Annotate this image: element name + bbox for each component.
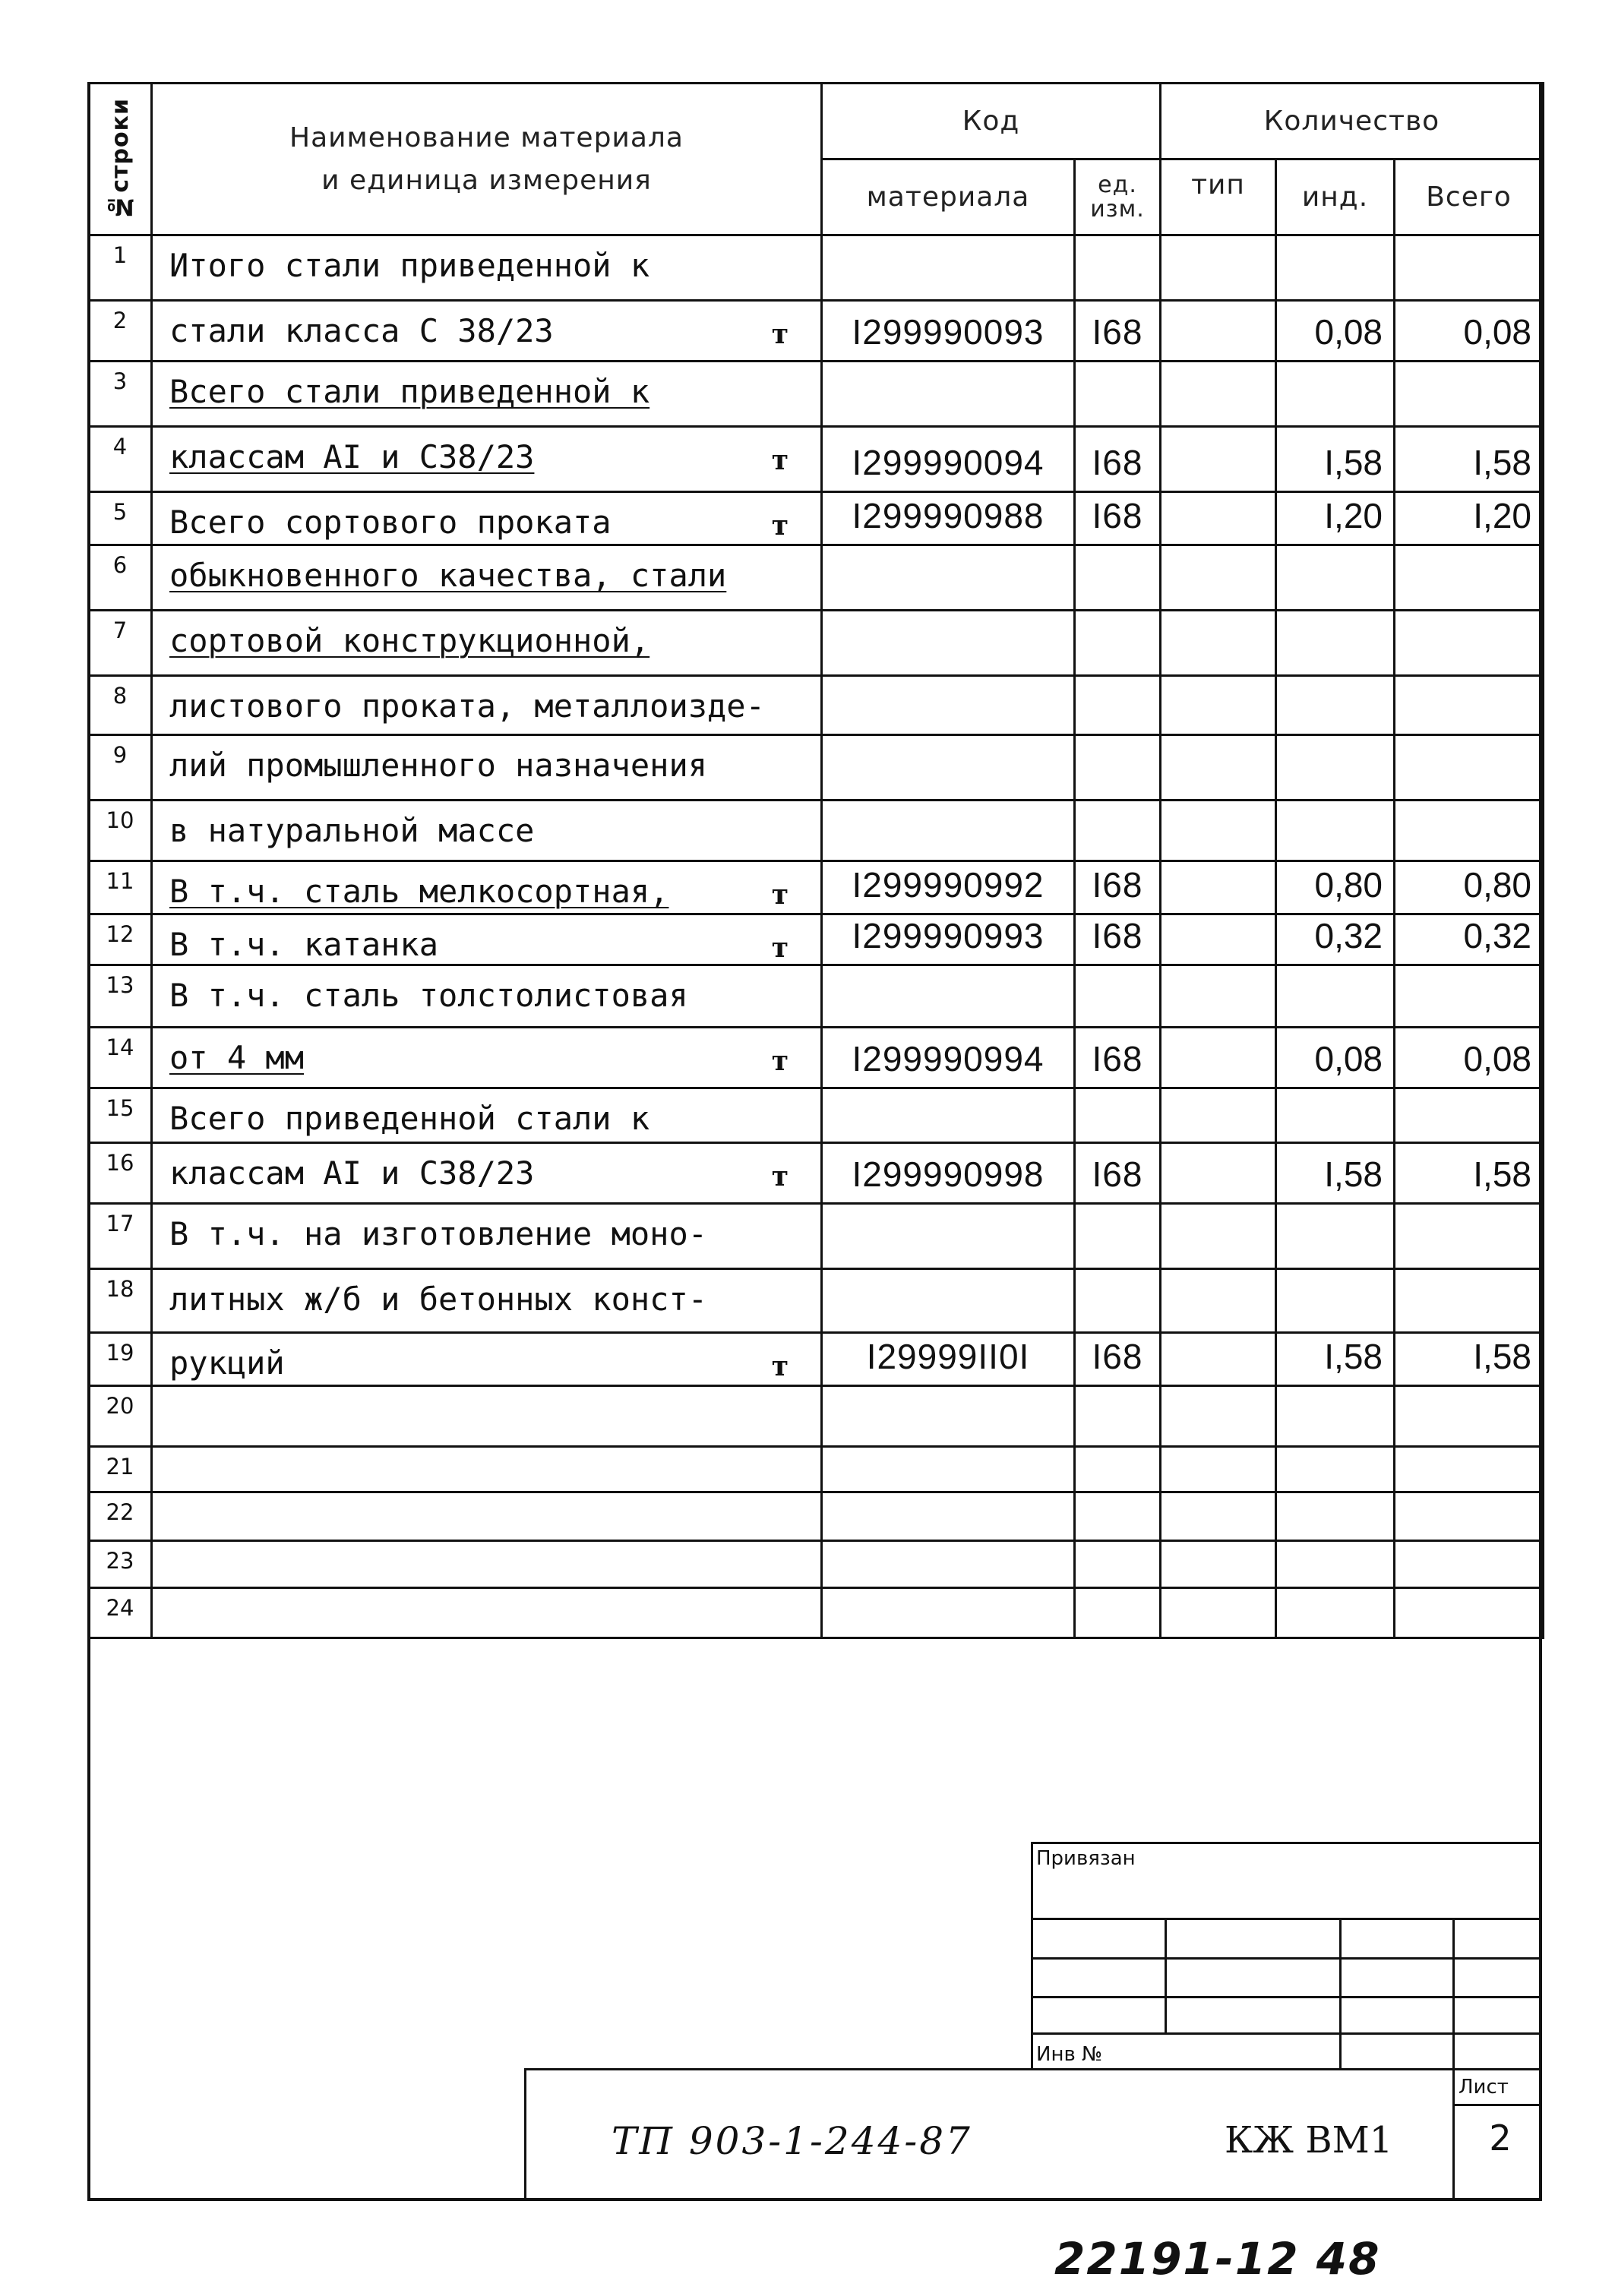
col-material-code: материала (822, 159, 1075, 235)
qty-total (1395, 735, 1544, 801)
unit-code (1075, 1492, 1161, 1541)
qty-type (1161, 235, 1276, 301)
table-row (89, 676, 1544, 735)
attach-vline-1 (1165, 1918, 1167, 2032)
qty-individual (1276, 1492, 1395, 1541)
qty-total (1395, 1088, 1544, 1143)
unit-code (1075, 1541, 1161, 1588)
row-number: 22 (89, 1492, 152, 1541)
material-name: Всего приведенной стали к (169, 1100, 650, 1137)
qty-total (1395, 1541, 1544, 1588)
material-code (822, 235, 1075, 301)
material-name-cell (152, 965, 822, 1028)
row-number: 10 (89, 801, 152, 861)
unit-code: I68 (1075, 1333, 1161, 1386)
col-type: тип (1161, 159, 1276, 235)
material-name-cell (152, 362, 822, 427)
qty-total: I,20 (1395, 492, 1544, 545)
col-unit-line1: ед. (1098, 171, 1137, 198)
qty-total (1395, 676, 1544, 735)
material-name: Итого стали приведенной к (169, 247, 650, 284)
qty-total (1395, 611, 1544, 676)
qty-type (1161, 861, 1276, 914)
unit-code: I68 (1075, 1028, 1161, 1088)
unit-code (1075, 801, 1161, 861)
qty-total (1395, 362, 1544, 427)
material-name: В т.ч. сталь мелкосортная, (169, 873, 669, 910)
document-number: ТП 903-1-244-87 (612, 2119, 972, 2163)
attachment-block (1031, 1842, 1542, 2070)
row-number: 11 (89, 861, 152, 914)
qty-total (1395, 545, 1544, 611)
qty-type (1161, 1269, 1276, 1333)
unit-code: I68 (1075, 914, 1161, 965)
inventory-label: Инв № (1036, 2043, 1103, 2066)
col-code: Код (822, 84, 1161, 159)
material-name: в натуральной массе (169, 812, 535, 849)
material-name-cell (152, 676, 822, 735)
material-name-cell (152, 1204, 822, 1269)
qty-total (1395, 1386, 1544, 1447)
material-name-cell (152, 1588, 822, 1638)
table-row (89, 861, 1544, 914)
qty-individual: 0,32 (1276, 914, 1395, 965)
qty-type (1161, 1088, 1276, 1143)
qty-total (1395, 1204, 1544, 1269)
table-row (89, 1588, 1544, 1638)
qty-type (1161, 427, 1276, 492)
attach-line-2 (1031, 1957, 1542, 1960)
table-row (89, 735, 1544, 801)
qty-individual: 0,80 (1276, 861, 1395, 914)
qty-total: 0,80 (1395, 861, 1544, 914)
table-row (89, 1088, 1544, 1143)
material-name: классам АI и С38/23 (169, 1154, 535, 1192)
qty-total: 0,08 (1395, 1028, 1544, 1088)
attach-line-3 (1031, 1996, 1542, 1998)
material-code (822, 1088, 1075, 1143)
material-name-cell (152, 1447, 822, 1492)
material-code (822, 1541, 1075, 1588)
unit-of-measure: т (771, 879, 789, 911)
material-name-cell (152, 1269, 822, 1333)
material-name-cell (152, 1541, 822, 1588)
material-code (822, 611, 1075, 676)
unit-code: I68 (1075, 492, 1161, 545)
col-total: Всего (1395, 159, 1544, 235)
material-code (822, 1492, 1075, 1541)
qty-type (1161, 545, 1276, 611)
qty-individual (1276, 1088, 1395, 1143)
table-row (89, 1541, 1544, 1588)
qty-type (1161, 1028, 1276, 1088)
materials-table (87, 82, 1544, 1639)
qty-individual (1276, 1269, 1395, 1333)
material-code: I299990988 (822, 492, 1075, 545)
table-row (89, 1028, 1544, 1088)
col-unit-line2: изм. (1090, 195, 1145, 223)
material-name-cell (152, 1088, 822, 1143)
qty-individual (1276, 235, 1395, 301)
qty-individual: I,58 (1276, 427, 1395, 492)
material-name-cell (152, 235, 822, 301)
row-number: 8 (89, 676, 152, 735)
table-row (89, 801, 1544, 861)
qty-total (1395, 1588, 1544, 1638)
sheet-number: 2 (1489, 2118, 1512, 2159)
col-material-name (152, 84, 822, 235)
qty-individual: 0,08 (1276, 301, 1395, 362)
unit-code (1075, 1588, 1161, 1638)
material-name: классам АI и С38/23 (169, 438, 535, 475)
qty-type (1161, 1386, 1276, 1447)
row-number: 23 (89, 1541, 152, 1588)
qty-type (1161, 1541, 1276, 1588)
material-name: сортовой конструкционной, (169, 622, 650, 659)
row-number: 24 (89, 1588, 152, 1638)
col-name-line2: и единица измерения (321, 164, 652, 196)
material-name: рукций (169, 1344, 285, 1382)
qty-individual (1276, 676, 1395, 735)
table-row (89, 1143, 1544, 1204)
row-number: 6 (89, 545, 152, 611)
col-quantity: Количество (1161, 84, 1544, 159)
material-name: В т.ч. сталь толстолистовая (169, 977, 688, 1014)
material-code: I299990994 (822, 1028, 1075, 1088)
unit-of-measure: т (771, 510, 789, 542)
qty-individual (1276, 611, 1395, 676)
unit-code (1075, 545, 1161, 611)
row-number: 21 (89, 1447, 152, 1492)
qty-individual (1276, 1386, 1395, 1447)
col-name-line1: Наименование материала (289, 122, 684, 153)
row-number: 12 (89, 914, 152, 965)
qty-type (1161, 1333, 1276, 1386)
qty-individual (1276, 965, 1395, 1028)
row-number: 4 (89, 427, 152, 492)
row-number: 7 (89, 611, 152, 676)
qty-individual (1276, 362, 1395, 427)
material-name-cell (152, 861, 822, 914)
attach-line-4 (1031, 2032, 1542, 2035)
qty-total (1395, 235, 1544, 301)
material-code: I299990992 (822, 861, 1075, 914)
unit-code (1075, 1088, 1161, 1143)
qty-type (1161, 914, 1276, 965)
sheet-label-divider (1452, 2104, 1542, 2106)
row-number: 5 (89, 492, 152, 545)
material-name-cell (152, 1333, 822, 1386)
material-name-cell (152, 735, 822, 801)
material-code (822, 1447, 1075, 1492)
unit-code (1075, 362, 1161, 427)
qty-type (1161, 492, 1276, 545)
table-body (89, 235, 1544, 1638)
material-name-cell (152, 1386, 822, 1447)
qty-type (1161, 1492, 1276, 1541)
material-name: Всего сортового проката (169, 504, 612, 541)
qty-individual (1276, 801, 1395, 861)
unit-of-measure: т (771, 1161, 789, 1192)
material-code (822, 362, 1075, 427)
material-code: I299990993 (822, 914, 1075, 965)
row-number: 18 (89, 1269, 152, 1333)
material-code (822, 965, 1075, 1028)
table-row (89, 1333, 1544, 1386)
qty-total: 0,32 (1395, 914, 1544, 965)
material-name: В т.ч. катанка (169, 926, 439, 963)
material-code (822, 1204, 1075, 1269)
title-block-divider (1452, 2068, 1455, 2201)
table-row (89, 1447, 1544, 1492)
row-number: 2 (89, 301, 152, 362)
qty-total: I,58 (1395, 1333, 1544, 1386)
row-number: 16 (89, 1143, 152, 1204)
table-row (89, 362, 1544, 427)
row-number: 13 (89, 965, 152, 1028)
inventory-number: 22191-12 48 (1054, 2233, 1381, 2285)
material-name: литных ж/б и бетонных конст- (169, 1281, 708, 1318)
unit-of-measure: т (771, 1045, 789, 1077)
table-row (89, 235, 1544, 301)
qty-type (1161, 965, 1276, 1028)
attached-label: Привязан (1036, 1847, 1136, 1870)
qty-individual (1276, 1588, 1395, 1638)
qty-total (1395, 1447, 1544, 1492)
material-code (822, 735, 1075, 801)
table-row (89, 965, 1544, 1028)
unit-of-measure: т (771, 1350, 789, 1382)
unit-code (1075, 611, 1161, 676)
material-code: I299990094 (822, 427, 1075, 492)
qty-type (1161, 676, 1276, 735)
material-name-cell (152, 1028, 822, 1088)
qty-total: 0,08 (1395, 301, 1544, 362)
table-row (89, 427, 1544, 492)
material-code: I299990093 (822, 301, 1075, 362)
unit-of-measure: т (771, 932, 789, 964)
table-row (89, 1269, 1544, 1333)
qty-type (1161, 1204, 1276, 1269)
qty-individual: I,58 (1276, 1143, 1395, 1204)
material-name-cell (152, 301, 822, 362)
row-number: 15 (89, 1088, 152, 1143)
unit-code (1075, 1447, 1161, 1492)
row-number: 19 (89, 1333, 152, 1386)
material-name-cell (152, 914, 822, 965)
qty-individual (1276, 1541, 1395, 1588)
attach-line-1 (1031, 1918, 1542, 1920)
material-name: стали класса С 38/23 (169, 312, 554, 349)
col-individual: инд. (1276, 159, 1395, 235)
qty-type (1161, 301, 1276, 362)
material-code (822, 676, 1075, 735)
qty-type (1161, 1143, 1276, 1204)
unit-of-measure: т (771, 444, 789, 476)
material-name-cell (152, 492, 822, 545)
table-row (89, 1492, 1544, 1541)
material-name-cell (152, 611, 822, 676)
qty-individual: I,20 (1276, 492, 1395, 545)
unit-code: I68 (1075, 301, 1161, 362)
unit-code: I68 (1075, 427, 1161, 492)
qty-individual (1276, 1204, 1395, 1269)
attach-vline-3 (1452, 1918, 1455, 2070)
qty-total: I,58 (1395, 1143, 1544, 1204)
unit-of-measure: т (771, 318, 789, 350)
qty-individual (1276, 1447, 1395, 1492)
material-code (822, 545, 1075, 611)
document-mark: КЖ ВМ1 (1225, 2119, 1393, 2162)
row-number: 17 (89, 1204, 152, 1269)
qty-total (1395, 965, 1544, 1028)
qty-total: I,58 (1395, 427, 1544, 492)
table-row (89, 301, 1544, 362)
qty-total (1395, 1492, 1544, 1541)
unit-code (1075, 676, 1161, 735)
qty-individual (1276, 735, 1395, 801)
material-name-cell (152, 545, 822, 611)
table-row (89, 611, 1544, 676)
col-row-number-label: №строки (106, 98, 134, 220)
qty-type (1161, 362, 1276, 427)
unit-code (1075, 1386, 1161, 1447)
material-code: I299990998 (822, 1143, 1075, 1204)
qty-type (1161, 611, 1276, 676)
qty-total (1395, 1269, 1544, 1333)
unit-code (1075, 1269, 1161, 1333)
unit-code (1075, 965, 1161, 1028)
attach-vline-2 (1339, 1918, 1342, 2070)
material-code (822, 1269, 1075, 1333)
unit-code (1075, 735, 1161, 801)
qty-total (1395, 801, 1544, 861)
material-name-cell (152, 801, 822, 861)
qty-type (1161, 1588, 1276, 1638)
table-row (89, 1386, 1544, 1447)
qty-type (1161, 1447, 1276, 1492)
row-number: 14 (89, 1028, 152, 1088)
qty-type (1161, 735, 1276, 801)
material-code (822, 1386, 1075, 1447)
material-name: лий промышленного назначения (169, 747, 708, 784)
material-code: I29999II0I (822, 1333, 1075, 1386)
material-name: обыкновенного качества, стали (169, 557, 727, 594)
table-row (89, 545, 1544, 611)
table-row (89, 492, 1544, 545)
material-name: листового проката, металлоизде- (169, 687, 765, 725)
unit-code (1075, 1204, 1161, 1269)
table-row (89, 914, 1544, 965)
col-row-number (89, 84, 152, 235)
material-name-cell (152, 1492, 822, 1541)
qty-individual: 0,08 (1276, 1028, 1395, 1088)
material-name: Всего стали приведенной к (169, 373, 650, 410)
unit-code (1075, 235, 1161, 301)
unit-code: I68 (1075, 861, 1161, 914)
material-code (822, 801, 1075, 861)
row-number: 1 (89, 235, 152, 301)
material-name: В т.ч. на изготовление моно- (169, 1215, 708, 1252)
table-row (89, 1204, 1544, 1269)
sheet-label: Лист (1459, 2076, 1509, 2099)
material-code (822, 1588, 1075, 1638)
material-name: от 4 мм (169, 1039, 305, 1076)
unit-code: I68 (1075, 1143, 1161, 1204)
row-number: 9 (89, 735, 152, 801)
row-number: 3 (89, 362, 152, 427)
material-name-cell (152, 1143, 822, 1204)
col-unit-code (1075, 159, 1161, 235)
qty-individual (1276, 545, 1395, 611)
row-number: 20 (89, 1386, 152, 1447)
material-name-cell (152, 427, 822, 492)
qty-individual: I,58 (1276, 1333, 1395, 1386)
qty-type (1161, 801, 1276, 861)
